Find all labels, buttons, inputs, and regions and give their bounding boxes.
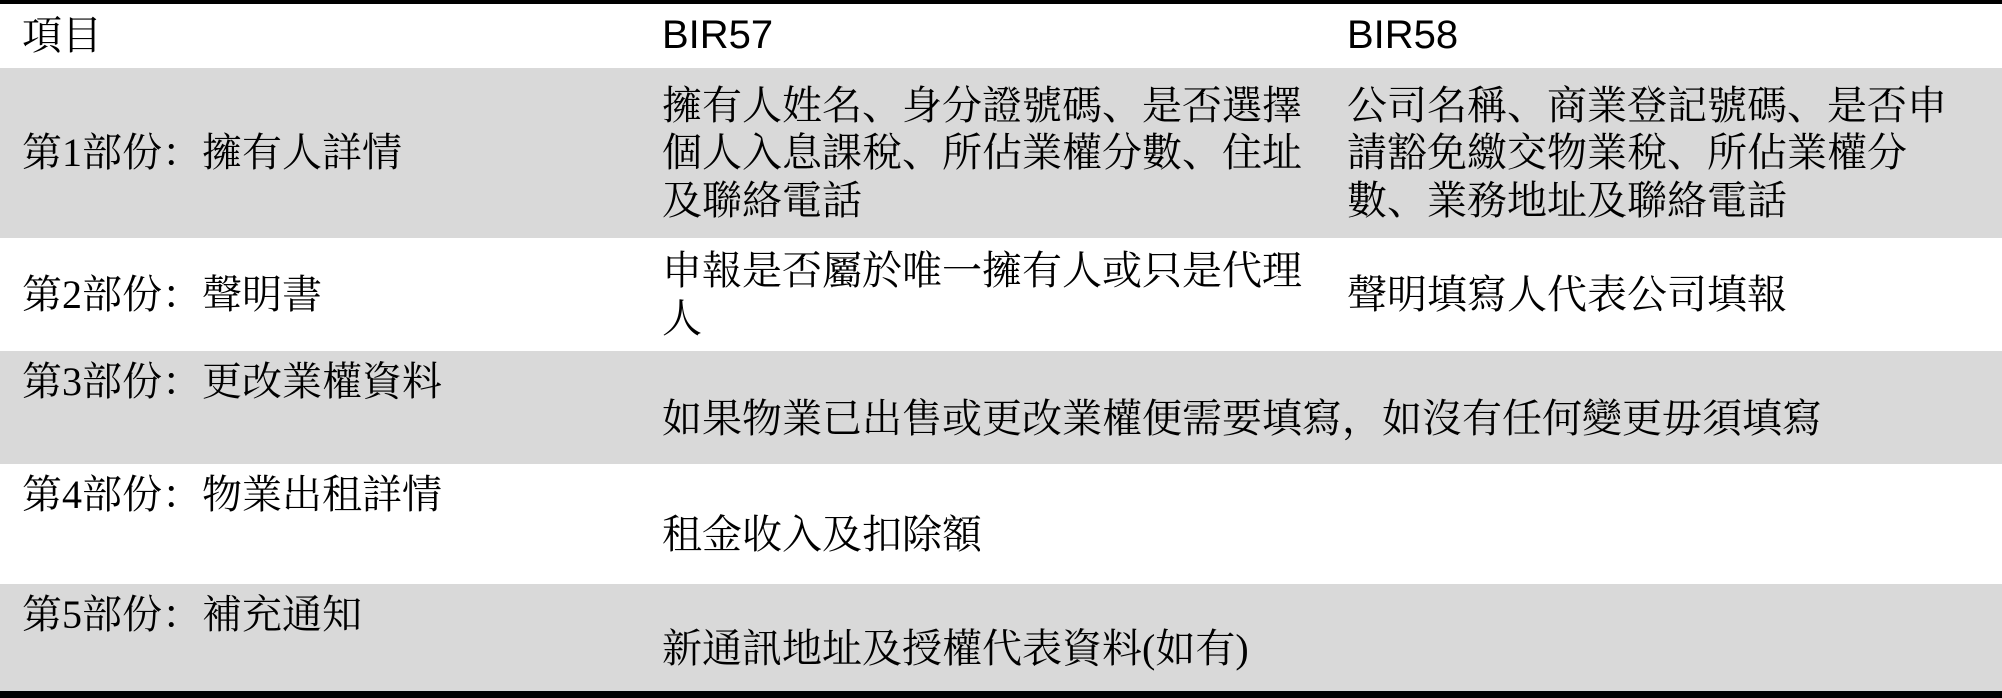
part2-item-label: 第2部份：聲明書: [22, 271, 322, 317]
table-row-part3: [0, 351, 2002, 464]
part5-merged-cell: 新通訊地址及授權代表資料(如有): [662, 625, 1249, 671]
table-row-part1: [0, 68, 2002, 238]
part3-item-label: 第3部份：更改業權資料: [22, 359, 442, 404]
header-row: [0, 4, 2002, 68]
bir-comparison-table: [0, 4, 2002, 691]
table-row-part2: [0, 238, 2002, 351]
part3-merged-cell: 如果物業已出售或更改業權便需要填寫，如沒有任何變更毋須填寫: [662, 395, 1822, 441]
part1-bir57-cell: 擁有人姓名、身分證號碼、是否選擇個人入息課稅、所佔業權分數、住址及聯絡電話: [662, 83, 1302, 223]
column-header-bir57: BIR57: [662, 13, 774, 58]
table-row-part5: [0, 584, 2002, 691]
part1-item-label: 第1部份：擁有人詳情: [22, 130, 402, 176]
table-row-part4: [0, 464, 2002, 584]
part2-bir58-cell: 聲明填寫人代表公司填報: [1347, 271, 1787, 317]
part4-item-label: 第4部份：物業出租詳情: [22, 472, 442, 517]
part5-item-label: 第5部份：補充通知: [22, 592, 362, 637]
part1-bir58-cell: 公司名稱、商業登記號碼、是否申請豁免繳交物業稅、所佔業權分數、業務地址及聯絡電話: [1347, 83, 1947, 223]
column-header-item: 項目: [22, 13, 102, 59]
column-header-bir58: BIR58: [1347, 13, 1459, 58]
part4-merged-cell: 租金收入及扣除額: [662, 512, 982, 558]
part2-bir57-cell: 申報是否屬於唯一擁有人或只是代理人: [662, 248, 1302, 341]
